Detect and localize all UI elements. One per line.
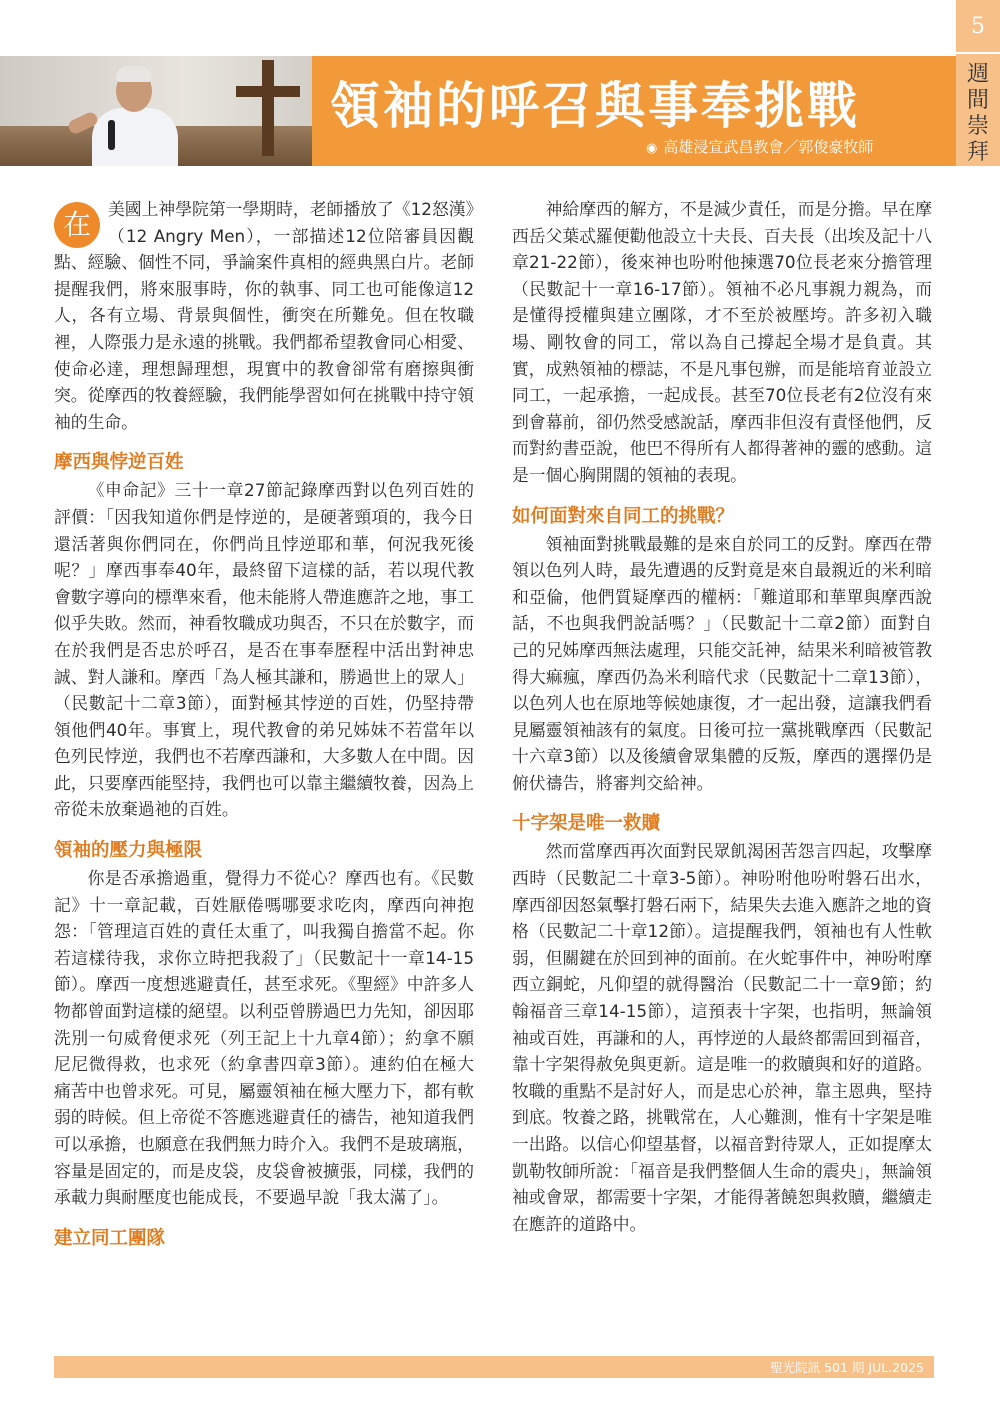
side-tab-divider <box>956 52 1000 54</box>
section-label <box>956 62 1000 166</box>
intro-text: 美國上神學院第一學期時，老師播放了《12怒漢》（12 Angry Men），一部描述12位陪審員因觀點、經驗、個性不同，爭論案件真相的經典黑白片。老師提醒我們，將來服事時，你的執事、同工也可能像這12人，各有立場、背景與個性，衝突在所難免。但在牧職裡，人際張力是永遠的挑戰。我們都希望教會同心相愛、使命必達，理想歸理想，現實中的教會卻常有磨擦與衝突。從摩西的牧養經驗，我們能學習如何在挑戰中持守領袖的生命。 <box>54 199 474 432</box>
right-column <box>512 196 932 1237</box>
section-text-2: 你是否承擔過重，覺得力不從心？摩西也有。《民數記》十一章記載，百姓厭倦嗎哪要求吃肉，摩西向神抱怨：「管理這百姓的責任太重了，叫我獨自擔當不起。你若這樣待我，求你立時把我殺了」（民數記十一章14-15節）。摩西一度想逃避責任，甚至求死。《聖經》中許多人物都曾面對這樣的絕望。以利亞曾勝過巴力先知，卻因耶洗別一句威脅便求死（列王記上十九章4節）；約拿不願尼尼微得救，也求死（約拿書四章3節）。連約伯在極大痛苦中也曾求死。可見，屬靈領袖在極大壓力下，都有軟弱的時候。但上帝從不答應逃避責任的禱告，祂知道我們可以承擔，也願意在我們無力時介入。我們不是玻璃瓶，容量是固定的，而是皮袋，皮袋會被擴張，同樣，我們的承載力與耐壓度也能成長，不要過早說「我太滿了」。 <box>54 868 474 1208</box>
section-label-char: 間 <box>966 88 989 113</box>
section-heading-5: 十字架是唯一救贖 <box>512 813 661 835</box>
section-label-char: 週 <box>966 62 989 87</box>
article-title: 領袖的呼召與事奉挑戰 <box>330 77 860 135</box>
section-label-char: 崇 <box>966 114 989 139</box>
pastor-photo <box>0 56 312 166</box>
speaker-hair <box>116 66 152 82</box>
section-heading-3: 建立同工團隊 <box>54 1227 166 1249</box>
footer-band <box>54 1356 934 1378</box>
section-heading-4: 如何面對來自同工的挑戰？ <box>512 505 735 527</box>
bullet-circle-icon: ◉ <box>646 141 658 156</box>
dropcap: 在 <box>54 202 100 248</box>
section-text-3: 神給摩西的解方，不是減少責任，而是分擔。早在摩西岳父葉忒羅便勸他設立十夫長、百夫長（出埃及記十八章21-22節），後來神也吩咐他揀選70位長老來分擔管理（民數記十一章16-17節）。領袖不必凡事親力親為，而是懂得授權與建立團隊，才不至於被壓垮。許多初入職場、剛牧會的同工，常以為自己撐起全場才是負責。其實，成熟領袖的標誌，不是凡事包辦，而是能培育並設立同工，一起承擔，一起成長。甚至70位長老有2位沒有來到會幕前，卻仍然受感說話，摩西非但沒有責怪他們，反而對約書亞說，他巴不得所有人都得著神的靈的感動。這是一個心胸開闊的領袖的表現。 <box>512 199 932 485</box>
section-text-5: 然而當摩西再次面對民眾飢渴困苦怨言四起，攻擊摩西時（民數記二十章3-5節）。神吩咐他吩咐磐石出水，摩西卻因怒氣擊打磐石兩下，結果失去進入應許之地的資格（民數記二十章12節）。這提醒我們，領袖也有人性軟弱，但關鍵在於回到神的面前。在火蛇事件中，神吩咐摩西立銅蛇，凡仰望的就得醫治（民數記二十一章9節；約翰福音三章14-15節），這預表十字架，也指明，無論領袖或百姓，再謙和的人，再悖逆的人最終都需回到福音，靠十字架得赦免與更新。這是唯一的救贖與和好的道路。牧職的重點不是討好人，而是忠心於神，靠主恩典，堅持到底。牧養之路，挑戰常在，人心難測，惟有十字架是唯一出路。以信心仰望基督，以福音對待眾人，正如提摩太凱勒牧師所說：「福音是我們整個人生命的震央」，無論領袖或會眾，都需要十字架，才能得著饒恕與救贖，繼續走在應許的道路中。 <box>512 841 932 1234</box>
page-number: 5 <box>971 14 985 39</box>
section-heading-2: 領袖的壓力與極限 <box>54 840 203 862</box>
cross-bar <box>236 86 300 97</box>
footer-text: 聖光院訊 501 期 JUL.2025 <box>770 1360 924 1375</box>
left-column <box>54 196 474 1253</box>
byline-text: 高雄浸宣武昌教會／郭俊豪牧師 <box>663 138 874 156</box>
section-text-4: 領袖面對挑戰最難的是來自於同工的反對。摩西在帶領以色列人時，最先遭遇的反對竟是來自最親近的米利暗和亞倫，他們質疑摩西的權柄：「難道耶和華單與摩西說話，不也與我們說話嗎？」（民數記十二章2節）面對自己的兄姊摩西無法處理，只能交託神，結果米利暗被管教得大痲瘋，摩西仍為米利暗代求（民數記十二章13節），以色列人也在原地等候她康復，才一起出發，這讓我們看見屬靈領袖該有的氣度。日後可拉一黨挑戰摩西（民數記十六章3節）以及後續會眾集體的反叛，摩西的選擇仍是俯伏禱告，將審判交給神。 <box>512 533 932 793</box>
article-byline <box>646 136 956 160</box>
section-heading-1: 摩西與悖逆百姓 <box>54 452 184 474</box>
speaker-body <box>92 108 178 166</box>
section-label-char: 拜 <box>966 140 989 165</box>
intro-paragraph <box>54 196 474 435</box>
microphone-icon <box>108 120 115 150</box>
section-text-1: 《申命記》三十一章27節記錄摩西對以色列百姓的評價：「因我知道你們是悖逆的，是硬著頸項的，我今日還活著與你們同在，你們尚且悖逆耶和華，何況我死後呢？」摩西事奉40年，最終留下這樣的話，若以現代教會數字導向的標準來看，他未能將人帶進應許之地，事工似乎失敗。然而，神看牧職成功與否，不只在於數字，而在於我們是否忠於呼召，是否在事奉歷程中活出對神忠誠、對人謙和。摩西「為人極其謙和，勝過世上的眾人」（民數記十二章3節），面對極其悖逆的百姓，仍堅持帶領他們40年。事實上，現代教會的弟兄姊妹不若當年以色列民悖逆，我們也不若摩西謙和，大多數人在中間。因此，只要摩西能堅持，我們也可以靠主繼續牧養，因為上帝從未放棄過祂的百姓。 <box>54 480 474 820</box>
cross-icon <box>262 60 274 156</box>
